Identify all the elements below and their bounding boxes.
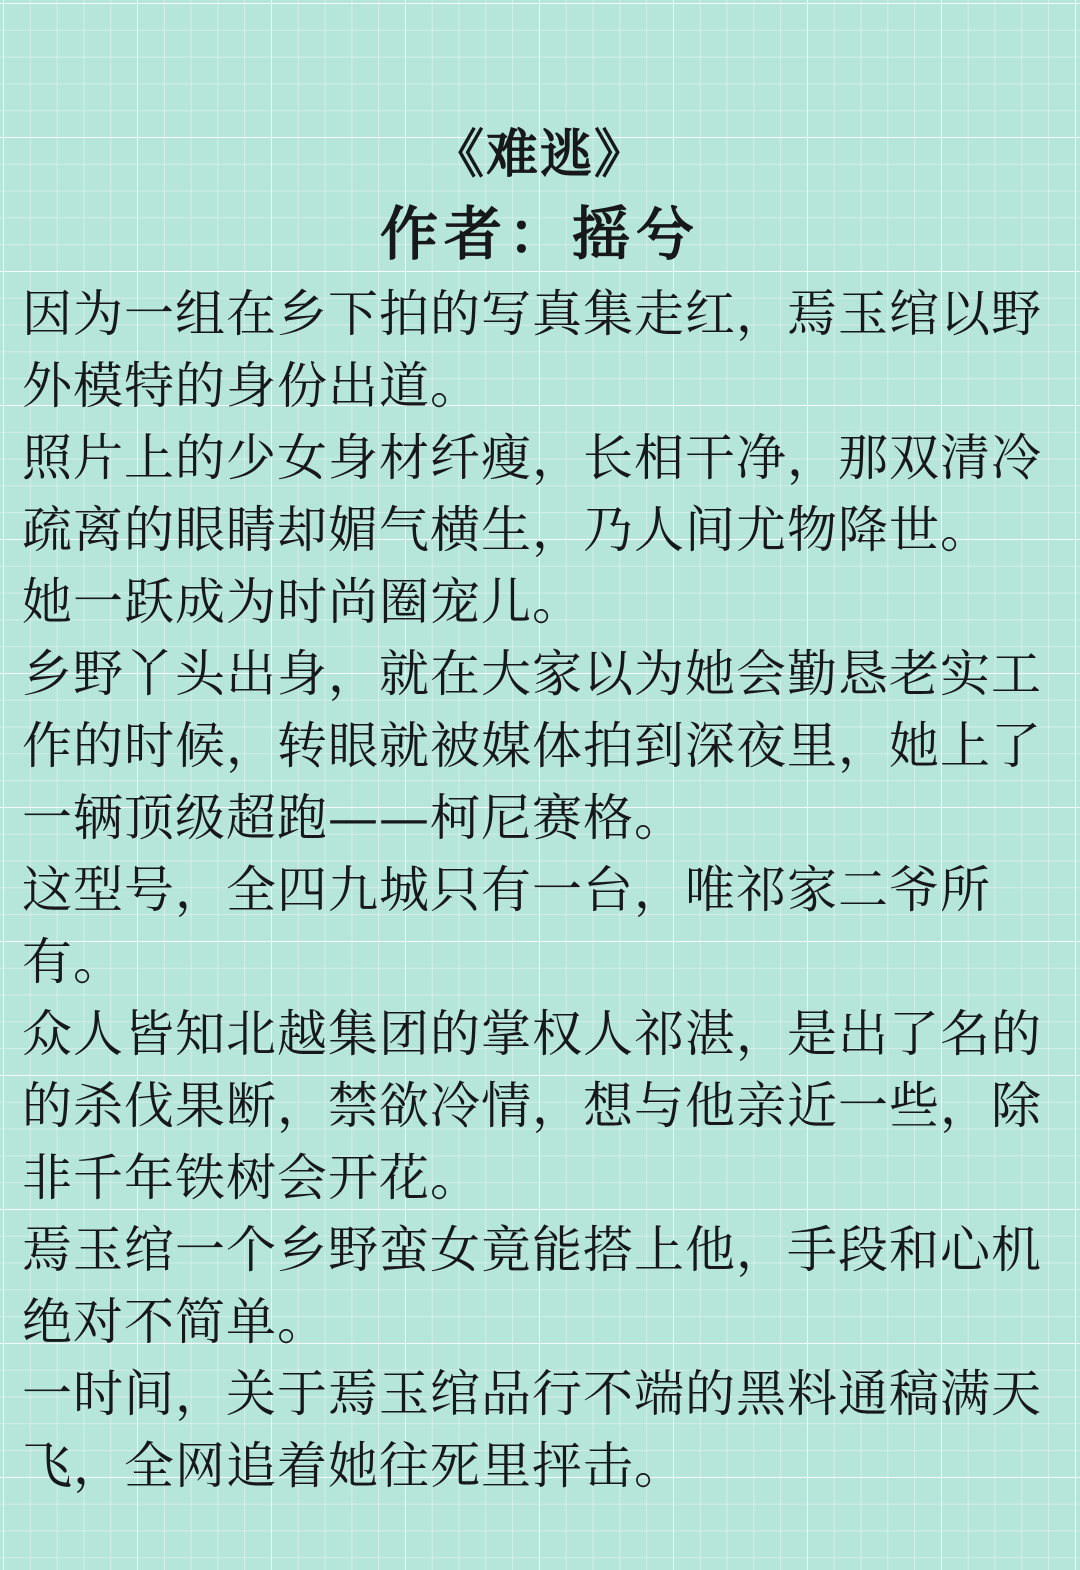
paragraph: 乡野丫头出身，就在大家以为她会勤恳老实工作的时候，转眼就被媒体拍到深夜里，她上了一辆顶级超跑——柯尼赛格。: [22, 645, 1042, 847]
author-line: 作者：摇兮: [379, 200, 700, 268]
paragraph: 因为一组在乡下拍的写真集走红，焉玉绾以野外模特的身份出道。: [22, 285, 1042, 415]
document-body: [22, 278, 1058, 1502]
paragraph: 照片上的少女身材纤瘦，长相干净，那双清冷疏离的眼睛却媚气横生，乃人间尤物降世。: [22, 429, 1042, 559]
page-title: 《难逃》: [431, 124, 648, 185]
paragraph: 焉玉绾一个乡野蛮女竟能搭上他，手段和心机绝对不简单。: [22, 1221, 1042, 1351]
paragraph: 这型号，全四九城只有一台，唯祁家二爷所有。: [22, 861, 991, 991]
paragraph: 众人皆知北越集团的掌权人祁湛，是出了名的的杀伐果断，禁欲冷情，想与他亲近一些，除非千年铁树会开花。: [22, 1005, 1042, 1207]
paragraph: 她一跃成为时尚圈宠儿。: [22, 573, 583, 631]
paragraph: 一时间，关于焉玉绾品行不端的黑料通稿满天飞，全网追着她往死里抨击。: [22, 1365, 1042, 1495]
